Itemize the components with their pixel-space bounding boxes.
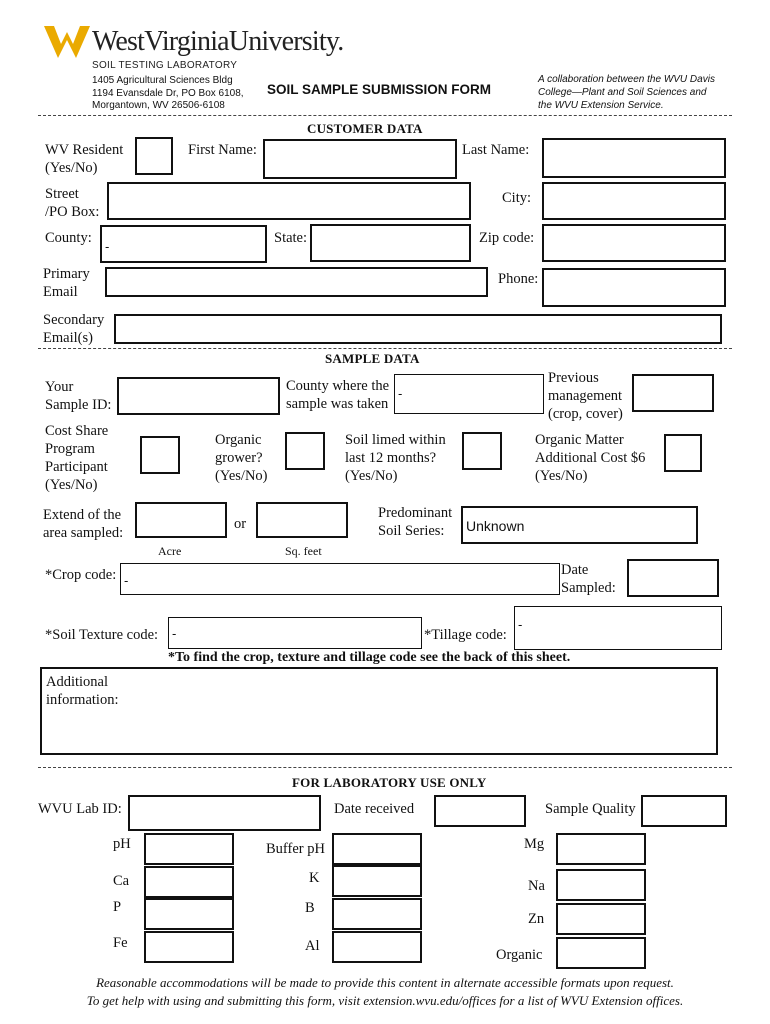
- date-received-field[interactable]: [434, 795, 526, 827]
- customer-data-heading: CUSTOMER DATA: [307, 121, 423, 136]
- flying-wv-icon: [44, 24, 90, 60]
- date-received-label: Date received: [334, 801, 415, 817]
- k-field[interactable]: [332, 865, 422, 897]
- crop-code-label: *Crop code:: [45, 567, 117, 583]
- university-name: WestVirginiaUniversity.: [92, 26, 344, 57]
- code-note: *To find the crop, texture and tillage code see the back of this sheet.: [168, 650, 571, 665]
- state-label: State:: [274, 230, 308, 246]
- last-name-field[interactable]: [542, 138, 726, 178]
- accommodations-note: Reasonable accommodations will be made to provide this content in alternate accessible formats upon request.: [96, 975, 674, 990]
- sample-quality-label: Sample Quality: [545, 801, 636, 817]
- additional-info-field[interactable]: [40, 667, 718, 755]
- sq-feet-field[interactable]: [256, 502, 348, 538]
- secondary-email-field[interactable]: [114, 314, 722, 344]
- buffer-ph-label: Buffer pH: [266, 841, 325, 857]
- city-label: City:: [502, 190, 532, 206]
- divider: [38, 767, 732, 768]
- fe-label: Fe: [113, 935, 128, 951]
- sq-feet-unit-label: Sq. feet: [285, 544, 322, 558]
- divider: [38, 348, 732, 349]
- sample-quality-field[interactable]: [641, 795, 727, 827]
- organic-grower-label: Organic grower? (Yes/No): [215, 432, 268, 484]
- k-label: K: [309, 870, 320, 886]
- or-label: or: [234, 516, 247, 532]
- secondary-email-label: Secondary Email(s): [43, 312, 105, 346]
- lab-use-heading: FOR LABORATORY USE ONLY: [292, 775, 487, 790]
- sample-data-heading: SAMPLE DATA: [325, 351, 420, 366]
- soil-series-field[interactable]: Unknown: [461, 506, 698, 544]
- primary-email-field[interactable]: [105, 267, 488, 297]
- first-name-label: First Name:: [188, 142, 257, 158]
- zn-label: Zn: [528, 911, 545, 927]
- ph-label: pH: [113, 836, 131, 852]
- zip-field[interactable]: [542, 224, 726, 262]
- previous-management-label: Previous management (crop, cover): [548, 370, 623, 422]
- al-label: Al: [305, 938, 320, 954]
- lab-name: SOIL TESTING LABORATORY: [92, 60, 238, 71]
- street-label: Street /PO Box:: [45, 186, 100, 220]
- last-name-label: Last Name:: [462, 142, 530, 158]
- ca-label: Ca: [113, 873, 130, 889]
- crop-code-field[interactable]: -: [120, 563, 560, 595]
- date-sampled-label: Date Sampled:: [561, 562, 616, 596]
- previous-management-field[interactable]: [632, 374, 714, 412]
- street-field[interactable]: [107, 182, 471, 220]
- lab-id-field[interactable]: [128, 795, 321, 831]
- soil-limed-field[interactable]: [462, 432, 502, 470]
- collaboration-note: A collaboration between the WVU Davis College—Plant and Soil Sciences and the WVU Extension Service.: [538, 74, 715, 111]
- soil-texture-field[interactable]: -: [168, 617, 422, 649]
- county-field[interactable]: -: [100, 225, 267, 263]
- wv-resident-label: WV Resident (Yes/No): [45, 142, 124, 176]
- additional-info-label: Additional information:: [46, 674, 119, 708]
- county-taken-field[interactable]: -: [394, 374, 544, 414]
- cost-share-label: Cost Share Program Participant (Yes/No): [45, 423, 109, 493]
- acre-unit-label: Acre: [158, 544, 182, 558]
- state-field[interactable]: [310, 224, 471, 262]
- ph-field[interactable]: [144, 833, 234, 865]
- organic-matter-label: Organic Matter Additional Cost $6 (Yes/No): [535, 432, 646, 484]
- tillage-label: *Tillage code:: [424, 627, 507, 643]
- lab-id-label: WVU Lab ID:: [38, 801, 122, 817]
- wv-resident-field[interactable]: [135, 137, 173, 175]
- buffer-ph-field[interactable]: [332, 833, 422, 865]
- divider: [38, 115, 732, 116]
- sample-id-field[interactable]: [117, 377, 280, 415]
- p-field[interactable]: [144, 898, 234, 930]
- predominant-label: Predominant Soil Series:: [378, 505, 453, 539]
- help-note: To get help with using and submitting this form, visit extension.wvu.edu/offices for a list of WVU Extension offices.: [86, 993, 684, 1008]
- county-label: County:: [45, 230, 92, 246]
- organic-matter-field[interactable]: [664, 434, 702, 472]
- date-sampled-field[interactable]: [627, 559, 719, 597]
- al-field[interactable]: [332, 931, 422, 963]
- city-field[interactable]: [542, 182, 726, 220]
- fe-field[interactable]: [144, 931, 234, 963]
- b-label: B: [305, 900, 315, 916]
- ca-field[interactable]: [144, 866, 234, 898]
- organic-label: Organic: [496, 947, 543, 963]
- organic-grower-field[interactable]: [285, 432, 325, 470]
- p-label: P: [113, 899, 122, 915]
- phone-label: Phone:: [498, 271, 539, 287]
- na-label: Na: [528, 878, 545, 894]
- soil-limed-label: Soil limed within last 12 months? (Yes/No): [345, 432, 446, 484]
- form-title: SOIL SAMPLE SUBMISSION FORM: [267, 82, 492, 97]
- b-field[interactable]: [332, 898, 422, 930]
- zn-field[interactable]: [556, 903, 646, 935]
- cost-share-field[interactable]: [140, 436, 180, 474]
- extent-label: Extend of the area sampled:: [43, 507, 124, 541]
- soil-texture-label: *Soil Texture code:: [45, 627, 159, 643]
- wvu-logo: [44, 24, 90, 60]
- sample-id-label: Your Sample ID:: [45, 379, 112, 413]
- acre-field[interactable]: [135, 502, 227, 538]
- mg-field[interactable]: [556, 833, 646, 865]
- tillage-field[interactable]: -: [514, 606, 722, 650]
- zip-label: Zip code:: [479, 230, 535, 246]
- first-name-field[interactable]: [263, 139, 457, 179]
- na-field[interactable]: [556, 869, 646, 901]
- phone-field[interactable]: [542, 268, 726, 307]
- organic-field[interactable]: [556, 937, 646, 969]
- county-taken-label: County where the sample was taken: [286, 378, 390, 412]
- lab-address: 1405 Agricultural Sciences Bldg 1194 Evansdale Dr, PO Box 6108, Morgantown, WV 26506-6108: [92, 75, 244, 111]
- mg-label: Mg: [524, 836, 545, 852]
- primary-email-label: Primary Email: [43, 266, 90, 300]
